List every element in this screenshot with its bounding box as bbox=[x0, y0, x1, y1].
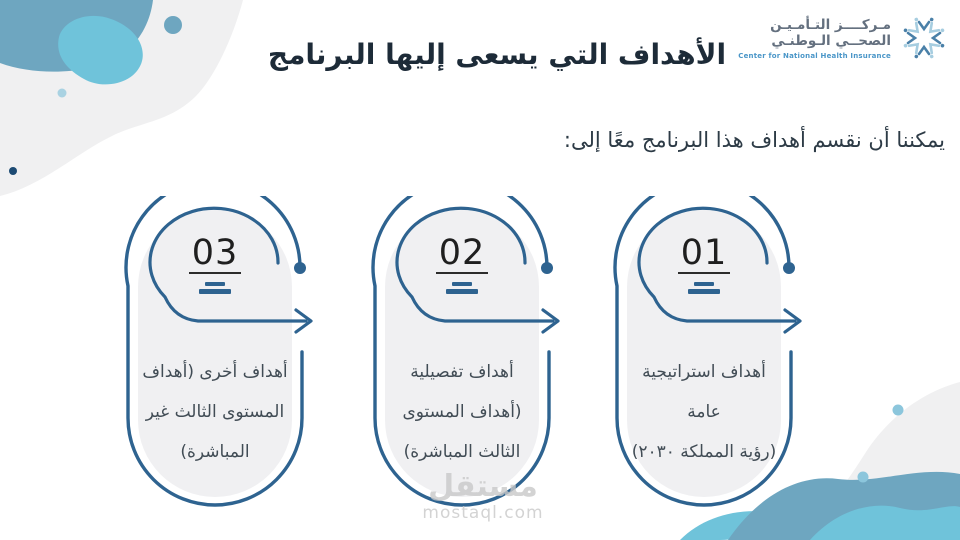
card-label-line: الثالث المباشرة) bbox=[403, 442, 521, 462]
logo-english-caption: Center for National Health Insurance bbox=[738, 51, 891, 60]
card-number: 02 bbox=[436, 236, 489, 274]
number-accent-bar bbox=[199, 289, 231, 294]
number-accent-bar bbox=[452, 282, 472, 286]
watermark-domain: mostaql.com bbox=[422, 503, 544, 523]
card-label-line: أهداف تفصيلية bbox=[410, 362, 514, 382]
card-label-line: عامة bbox=[687, 402, 721, 422]
watermark bbox=[398, 470, 568, 522]
subtitle: يمكننا أن نقسم أهداف هذا البرنامج معًا إلى: bbox=[563, 128, 945, 152]
card-label-line: المستوى الثالث غير bbox=[145, 402, 285, 422]
card-label bbox=[385, 352, 539, 472]
card-number: 01 bbox=[678, 236, 731, 274]
card-label-line: (أهداف المستوى bbox=[402, 402, 522, 422]
number-accent-bar bbox=[688, 289, 720, 294]
objective-card-02 bbox=[365, 196, 565, 511]
number-accent-bar bbox=[446, 289, 478, 294]
card-label-line: أهداف استراتيجية bbox=[642, 362, 766, 382]
logo-arabic-line2: الصحــي الـوطنـي bbox=[771, 33, 891, 49]
logo bbox=[738, 14, 948, 62]
watermark-arabic: مستقل bbox=[428, 469, 538, 504]
logo-text bbox=[738, 17, 891, 60]
card-number: 03 bbox=[189, 236, 242, 274]
card-label-line: أهداف أخرى (أهداف bbox=[142, 362, 288, 382]
card-label-line: (رؤية المملكة ٢٠٣٠) bbox=[631, 442, 777, 462]
number-accent-bar bbox=[694, 282, 714, 286]
number-accent-bar bbox=[205, 282, 225, 286]
card-label bbox=[627, 352, 781, 472]
objective-card-01 bbox=[607, 196, 807, 511]
logo-arabic-line1: مـركــــز التـأمـيـن bbox=[770, 16, 891, 33]
snowflake-icon bbox=[900, 14, 948, 62]
card-label-line: المباشرة) bbox=[180, 442, 250, 462]
card-label bbox=[138, 352, 292, 472]
objective-card-03 bbox=[118, 196, 318, 511]
page-title: الأهداف التي يسعى إليها البرنامج bbox=[267, 38, 727, 71]
